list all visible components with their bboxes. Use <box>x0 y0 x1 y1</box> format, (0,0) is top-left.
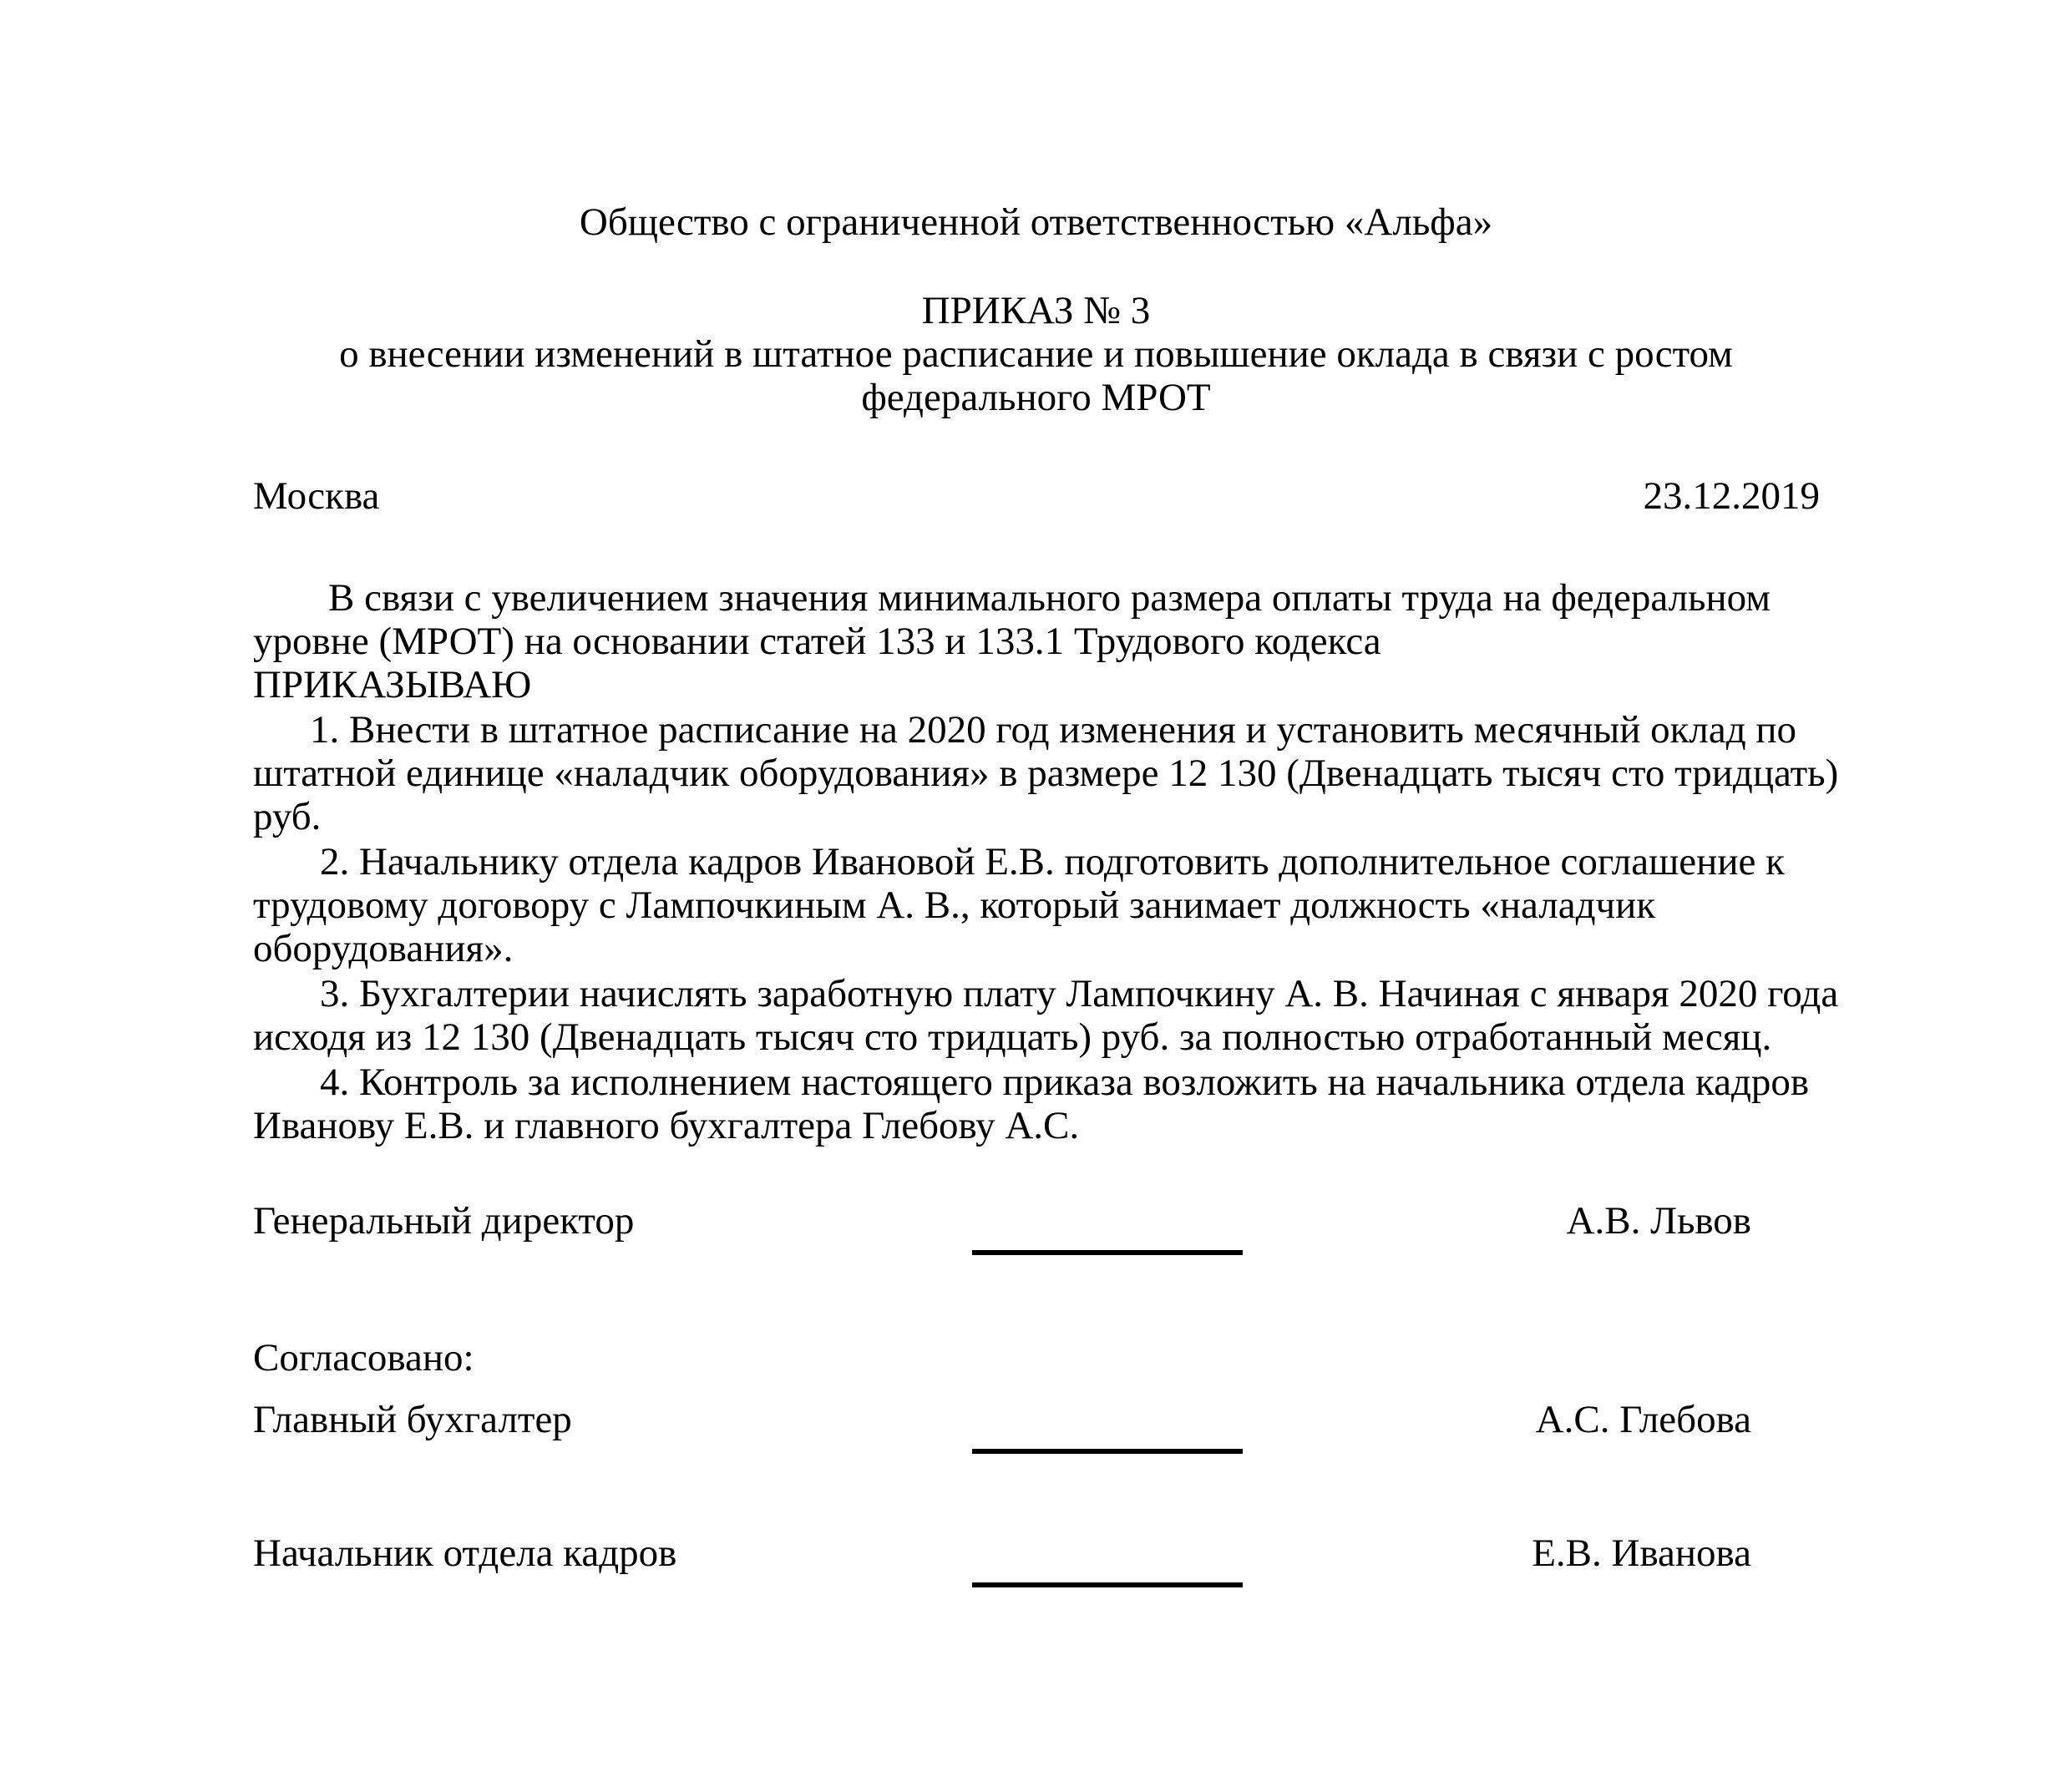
item-3-line-1: 3. Бухгалтерии начислять заработную плату Лампочкину А. В. Начиная с января 2020 года <box>320 972 1839 1015</box>
order-subject-line-1: о внесении изменений в штатное расписание и повышение оклада в связи с ростом <box>339 332 1733 376</box>
order-word: ПРИКАЗЫВАЮ <box>253 663 532 706</box>
director-title: Генеральный директор <box>253 1199 635 1243</box>
accountant-signature-line <box>972 1449 1243 1454</box>
order-subject-line-2: федерального МРОТ <box>861 376 1211 419</box>
item-4-line-2: Иванову Е.В. и главного бухгалтера Глебову А.С. <box>253 1104 1080 1147</box>
order-number: ПРИКАЗ № 3 <box>921 289 1151 332</box>
agreed-label: Согласовано: <box>253 1336 474 1380</box>
hr-signature-line <box>972 1582 1243 1587</box>
preamble-line-1: В связи с увеличением значения минимального размера оплаты труда на федеральном <box>328 576 1771 620</box>
organization-name: Общество с ограниченной ответственностью «Альфа» <box>579 200 1493 244</box>
preamble-line-2: уровне (МРОТ) на основании статей 133 и 133.1 Трудового кодекса <box>253 620 1381 663</box>
item-1-line-3: руб. <box>253 795 322 838</box>
director-name: А.В. Львов <box>1566 1199 1751 1243</box>
hr-title: Начальник отдела кадров <box>253 1531 677 1575</box>
hr-name: Е.В. Иванова <box>1532 1531 1751 1575</box>
item-3-line-2: исходя из 12 130 (Двенадцать тысяч сто тридцать) руб. за полностью отработанный месяц. <box>253 1015 1772 1059</box>
director-signature-line <box>972 1250 1243 1255</box>
item-1-line-1: 1. Внести в штатное расписание на 2020 год изменения и установить месячный оклад по <box>310 708 1797 752</box>
order-date: 23.12.2019 <box>1643 474 1820 518</box>
item-2-line-1: 2. Начальнику отдела кадров Ивановой Е.В. подготовить дополнительное соглашение к <box>320 840 1785 883</box>
item-2-line-3: оборудования». <box>253 927 514 970</box>
accountant-title: Главный бухгалтер <box>253 1398 572 1441</box>
item-1-line-2: штатной единице «наладчик оборудования» в размере 12 130 (Двенадцать тысяч сто тридцать) <box>253 752 1839 795</box>
city: Москва <box>253 474 380 518</box>
accountant-name: А.С. Глебова <box>1535 1398 1751 1441</box>
item-4-line-1: 4. Контроль за исполнением настоящего приказа возложить на начальника отдела кадров <box>320 1061 1810 1104</box>
item-2-line-2: трудовому договору с Лампочкиным А. В., который занимает должность «наладчик <box>253 883 1656 927</box>
